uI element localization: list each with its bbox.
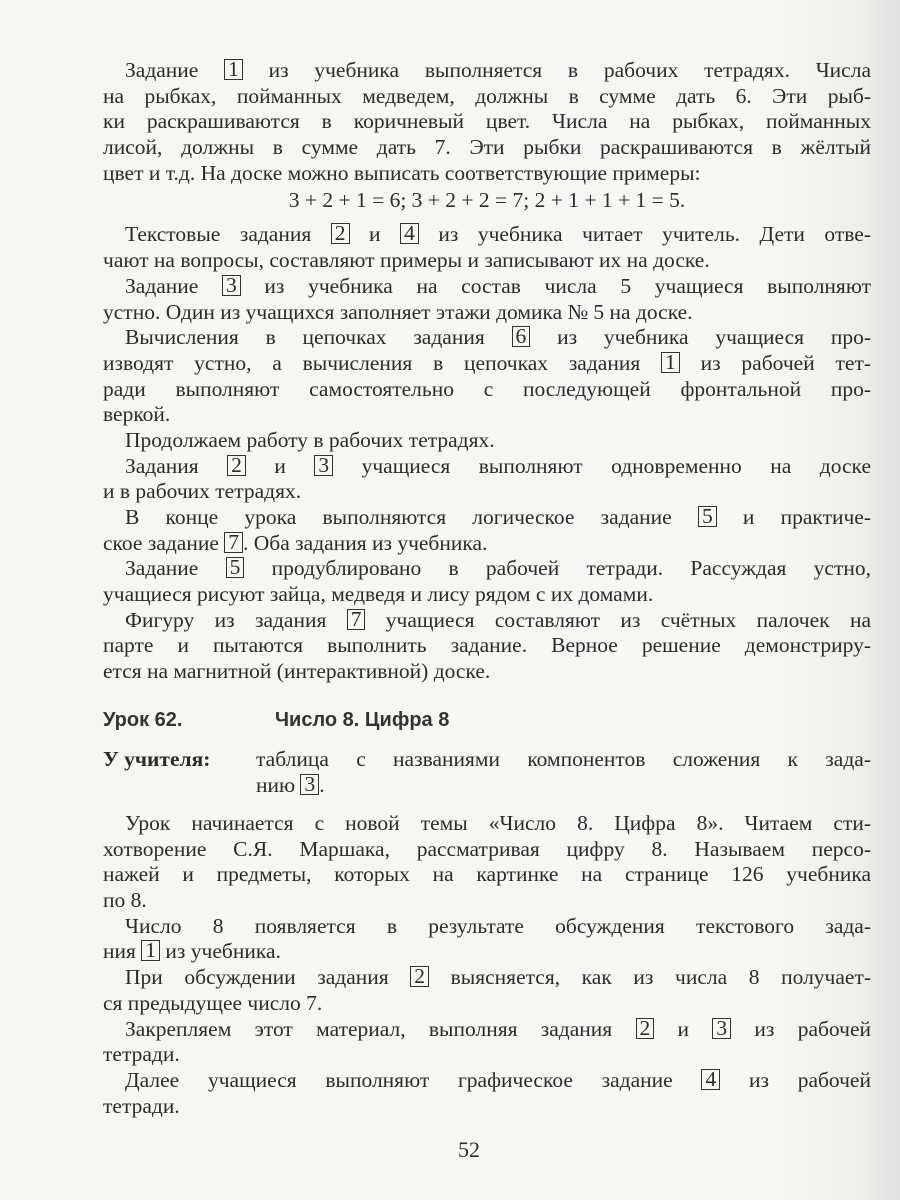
text-line: [103, 556, 871, 582]
text-run: из учебника читает учитель. Дети отве-: [418, 222, 871, 247]
text-line: [103, 659, 871, 685]
text-run: и: [654, 1016, 713, 1041]
paragraph: [103, 222, 871, 273]
text-line: [103, 377, 871, 403]
text-run: тетради.: [103, 1042, 180, 1067]
task-number-box: 2: [227, 455, 246, 476]
text-line: [103, 1017, 871, 1043]
formula: 3 + 2 + 1 = 6; 3 + 2 + 2 = 7; 2 + 1 + 1 + 1 = 5.: [288, 188, 686, 213]
task-number-box: 1: [224, 59, 243, 80]
text-block-top: [103, 58, 871, 685]
lesson-title: Число 8. Цифра 8: [275, 709, 450, 731]
text-line: [103, 633, 871, 659]
text-run: продублировано в рабочей тетради. Рассуждая устно,: [244, 556, 872, 581]
text-run: Текстовые задания: [125, 222, 331, 247]
text-run: ется на магнитной (интерактивной) доске.: [103, 659, 491, 684]
text-run: Задание: [125, 273, 223, 298]
task-number-box: 3: [712, 1018, 731, 1039]
text-run: Задания: [125, 453, 228, 478]
text-run: изводят устно, а вычисления в цепочках задания: [103, 350, 662, 375]
text-line: [256, 773, 871, 799]
text-line: [103, 351, 871, 377]
text-line: [103, 1042, 871, 1068]
text-line: [103, 888, 871, 914]
text-block-bottom: [103, 811, 871, 1119]
text-run: В конце урока выполняются логическое задание: [125, 505, 698, 529]
paragraph: [103, 556, 871, 607]
text-line: [103, 109, 871, 135]
text-line: [103, 837, 871, 863]
text-run: и: [245, 453, 315, 478]
text-run: . Оба задания из учебника.: [243, 530, 488, 555]
text-line: [103, 531, 871, 557]
text-line: [103, 84, 871, 110]
text-run: Продолжаем работу в рабочих тетрадях.: [125, 427, 495, 452]
text-run: из учебника выполняется в рабочих тетрадях. Числа: [242, 58, 871, 82]
text-run: ки раскрашиваются в коричневый цвет. Числа на рыбках, пойманных: [103, 109, 871, 134]
task-number-box: 1: [661, 352, 680, 373]
text-run: веркой.: [103, 402, 171, 427]
text-line: [103, 274, 871, 300]
page-number: 52: [458, 1137, 480, 1162]
text-run: и практиче-: [716, 505, 871, 529]
text-run: выясняется, как из числа 8 получает-: [429, 965, 871, 990]
task-number-box: 2: [636, 1018, 655, 1039]
text-run: При обсуждении задания: [125, 965, 411, 990]
text-run: и: [349, 222, 401, 247]
paragraph: [103, 914, 871, 965]
text-run: ния: [103, 939, 142, 964]
text-run: чают на вопросы, составляют примеры и записывают их на доске.: [103, 248, 710, 273]
text-line: [103, 505, 871, 531]
task-number-box: 1: [141, 940, 160, 961]
text-run: ское задание: [103, 530, 225, 555]
text-run: парте и пытаются выполнить задание. Верное решение демонстриру-: [103, 633, 871, 658]
text-line: [103, 402, 871, 428]
text-line: [103, 582, 871, 608]
text-run: учащиеся выполняют одновременно на доске: [333, 453, 871, 478]
text-run: Далее учащиеся выполняют графическое задание: [125, 1067, 702, 1092]
text-line: [103, 161, 871, 187]
text-run: Урок начинается с новой темы «Число 8. Цифра 8». Читаем сти-: [125, 811, 871, 835]
text-run: лисой, должны в сумме дать 7. Эти рыбки раскрашиваются в жёлтый: [103, 135, 871, 160]
text-line: [256, 747, 871, 773]
paragraph: [103, 454, 871, 505]
lesson-heading: [103, 707, 449, 733]
text-line: [103, 811, 871, 837]
text-run: таблица с названиями компонентов сложения к зада-: [256, 747, 871, 771]
text-line: [103, 248, 871, 274]
text-line: [103, 58, 871, 84]
text-run: нажей и предметы, которых на картинке на странице 126 учебника: [103, 862, 871, 887]
text-run: хотворение С.Я. Маршака, рассматривая цифру 8. Называем персо-: [103, 836, 871, 861]
text-line: [103, 862, 871, 888]
text-run: устно. Один из учащихся заполняет этажи домика № 5 на доске.: [103, 299, 693, 324]
text-run: Вычисления в цепочках задания: [125, 325, 512, 350]
text-run: Число 8 появляется в результате обсуждения текстового зада-: [125, 913, 871, 938]
text-line: [103, 325, 871, 351]
text-run: учащиеся составляют из счётных палочек на: [365, 607, 871, 632]
teacher-materials: [103, 747, 871, 798]
paragraph: [103, 811, 871, 914]
paragraph: [103, 274, 871, 325]
task-number-box: 5: [226, 557, 245, 578]
text-run: на рыбках, пойманных медведем, должны в сумме дать 6. Эти рыб-: [103, 83, 871, 108]
teacher-materials-text: [256, 747, 871, 798]
text-line: [103, 135, 871, 161]
text-run: из учебника учащиеся про-: [530, 325, 871, 350]
text-run: и в рабочих тетрадях.: [103, 479, 302, 504]
task-number-box: 3: [300, 774, 319, 795]
text-run: .: [319, 772, 325, 797]
task-number-box: 7: [224, 532, 243, 553]
text-run: ся предыдущее число 7.: [103, 990, 323, 1015]
text-run: цвет и т.д. На доске можно выписать соответствующие примеры:: [103, 160, 701, 185]
paragraph: [103, 505, 871, 556]
text-run: Фигуру из задания: [125, 607, 347, 632]
text-line: [103, 991, 871, 1017]
task-number-box: 6: [512, 326, 531, 347]
paragraph: [103, 1017, 871, 1068]
text-run: Задание: [125, 556, 226, 581]
paragraph: [103, 965, 871, 1016]
text-line: [103, 222, 871, 248]
text-run: нию: [256, 772, 301, 797]
text-run: из рабочей: [731, 1016, 871, 1041]
task-number-box: 5: [698, 506, 717, 527]
teacher-label: У учителя:: [103, 747, 211, 771]
task-number-box: 7: [347, 609, 366, 630]
text-run: из учебника на состав числа 5 учащиеся выполняют: [240, 273, 871, 298]
text-line: [103, 454, 871, 480]
text-line: [103, 1094, 871, 1120]
text-run: тетради.: [103, 1093, 180, 1118]
text-line: [103, 608, 871, 634]
task-number-box: 2: [331, 223, 350, 244]
text-line: [103, 939, 871, 965]
task-number-box: 4: [701, 1069, 720, 1090]
text-run: по 8.: [103, 888, 147, 913]
paragraph: [103, 1068, 871, 1119]
lesson-number: Урок 62.: [103, 709, 183, 731]
text-line: [103, 479, 871, 505]
text-run: Закрепляем этот материал, выполняя задания: [125, 1016, 636, 1041]
text-run: Задание: [125, 58, 225, 82]
paragraph: [103, 428, 871, 454]
text-run: из рабочей тет-: [679, 350, 871, 375]
paragraph: [103, 325, 871, 428]
task-number-box: 3: [314, 455, 333, 476]
text-line: [103, 428, 871, 454]
task-number-box: 4: [400, 223, 419, 244]
text-line: [103, 1068, 871, 1094]
text-run: из учебника.: [160, 939, 281, 964]
text-run: ради выполняют самостоятельно с последующей фронтальной про-: [103, 376, 871, 401]
text-run: учащиеся рисуют зайца, медведя и лису рядом с их домами.: [103, 582, 654, 607]
text-line: [103, 300, 871, 326]
text-run: из рабочей: [720, 1067, 871, 1092]
text-line: [103, 914, 871, 940]
task-number-box: 3: [222, 275, 241, 296]
task-number-box: 2: [410, 966, 429, 987]
paragraph: [103, 608, 871, 685]
text-line: [103, 965, 871, 991]
paragraph: [103, 58, 871, 186]
